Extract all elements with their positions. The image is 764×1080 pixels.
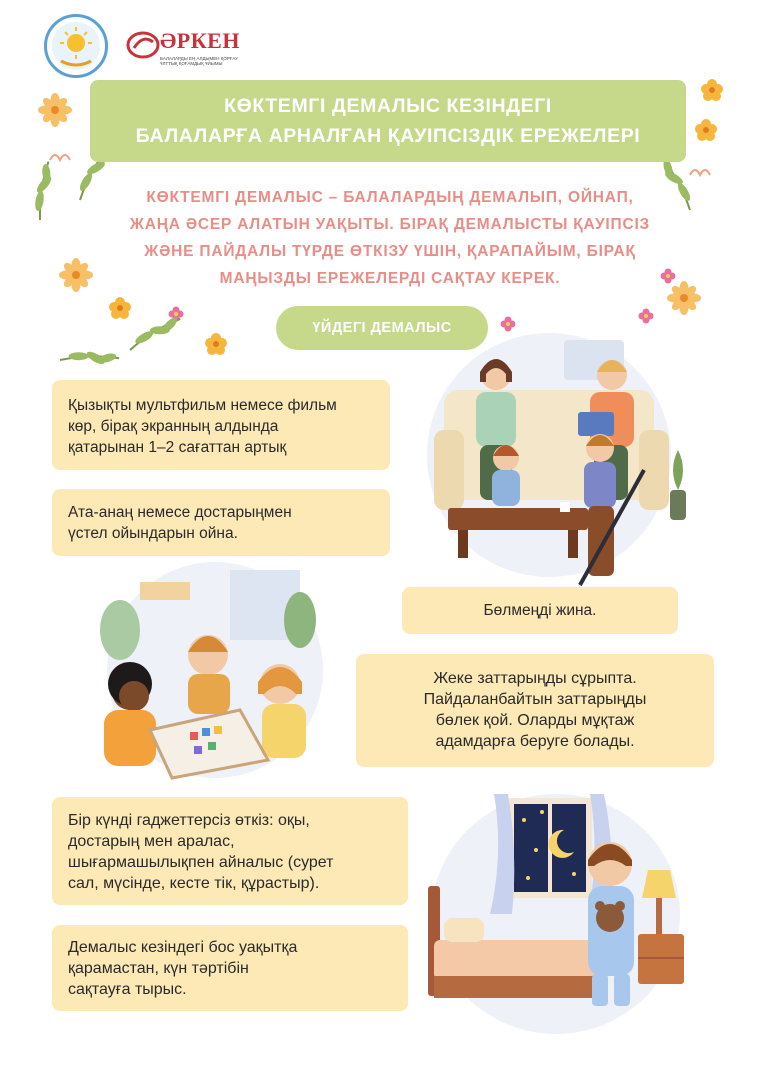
section-label: ҮЙДЕГІ ДЕМАЛЫС xyxy=(276,306,488,350)
tip-gadgets-line-4: сал, мүсінде, кесте тік, құрастыр). xyxy=(68,875,320,892)
family-livingroom-illustration xyxy=(414,330,684,590)
tip-routine-line-1: Демалыс кезіндегі бос уақытқа xyxy=(68,939,298,956)
tip-clean-text: Бөлмеңді жина. xyxy=(483,602,597,619)
tip-sort-line-1: Жеке заттарыңды сұрыпта. xyxy=(433,670,637,687)
tip-card-no-gadgets xyxy=(52,797,408,905)
tip-sort-line-3: бөлек қой. Оларды мұқтаж xyxy=(435,712,635,729)
bedroom-illustration xyxy=(424,790,692,1040)
tip-routine-line-3: сақтауға тырыс. xyxy=(68,981,187,998)
tip-card-clean-room xyxy=(402,587,678,634)
tip-tv-line-2: көр, бірақ экранның алдында xyxy=(68,418,279,435)
tip-card-sort-things xyxy=(356,654,714,767)
tip-card-tv xyxy=(52,380,390,470)
intro-line-4: МАҢЫЗДЫ ЕРЕЖЕЛЕРДІ САҚТАУ КЕРЕК. xyxy=(219,270,561,287)
tip-gadgets-line-2: достарың мен аралас, xyxy=(68,833,235,850)
title-line-1: КӨКТЕМГІ ДЕМАЛЫС КЕЗІНДЕГІ xyxy=(224,95,552,117)
tip-gadgets-line-1: Бір күнді гаджеттерсіз өткіз: оқы, xyxy=(68,812,310,829)
tip-games-line-2: үстел ойындарын ойна. xyxy=(68,525,238,542)
tip-routine-line-2: қарамастан, күн тәртібін xyxy=(68,960,249,977)
title-banner xyxy=(90,80,686,162)
brand-subtitle: БАЛАЛАРДЫ ЕҢ АЛДЫМЕН ҚОРҒАУ ҰЛТТЫҚ ҚОҒАМДЫҚ ҰЙЫМЫ xyxy=(160,56,239,66)
tip-tv-line-1: Қызықты мультфильм немесе фильм xyxy=(68,397,337,414)
board-game-illustration xyxy=(90,560,330,790)
intro-text xyxy=(100,184,680,292)
intro-line-2: ЖАҢА ӘСЕР АЛАТЫН УАҚЫТЫ. БІРАҚ ДЕМАЛЫСТЫ ҚАУІПСІЗ xyxy=(129,216,651,233)
tip-sort-line-2: Пайдаланбайтын заттарыңды xyxy=(423,691,647,708)
intro-line-1: КӨКТЕМГІ ДЕМАЛЫС – БАЛАЛАРДЫҢ ДЕМАЛЫП, ОЙНАП, xyxy=(146,189,634,206)
tip-card-daily-routine xyxy=(52,925,408,1011)
title-line-2: БАЛАЛАРҒА АРНАЛҒАН ҚАУІПСІЗДІК ЕРЕЖЕЛЕРІ xyxy=(135,125,641,147)
brand-name: ӘРКЕН xyxy=(160,28,240,53)
intro-line-3: ЖӘНЕ ПАЙДАЛЫ ТҮРДЕ ӨТКІЗУ ҮШІН, ҚАРАПАЙЫМ, БІРАҚ xyxy=(144,243,636,260)
tip-sort-line-4: адамдарға беруге болады. xyxy=(435,733,635,750)
tip-gadgets-line-3: шығармашылықпен айналыс (сурет xyxy=(68,854,334,871)
tip-tv-line-3: қатарынан 1–2 сағаттан артық xyxy=(68,439,287,456)
tip-card-board-games xyxy=(52,489,390,556)
tip-games-line-1: Ата-анаң немесе достарыңмен xyxy=(68,504,292,521)
